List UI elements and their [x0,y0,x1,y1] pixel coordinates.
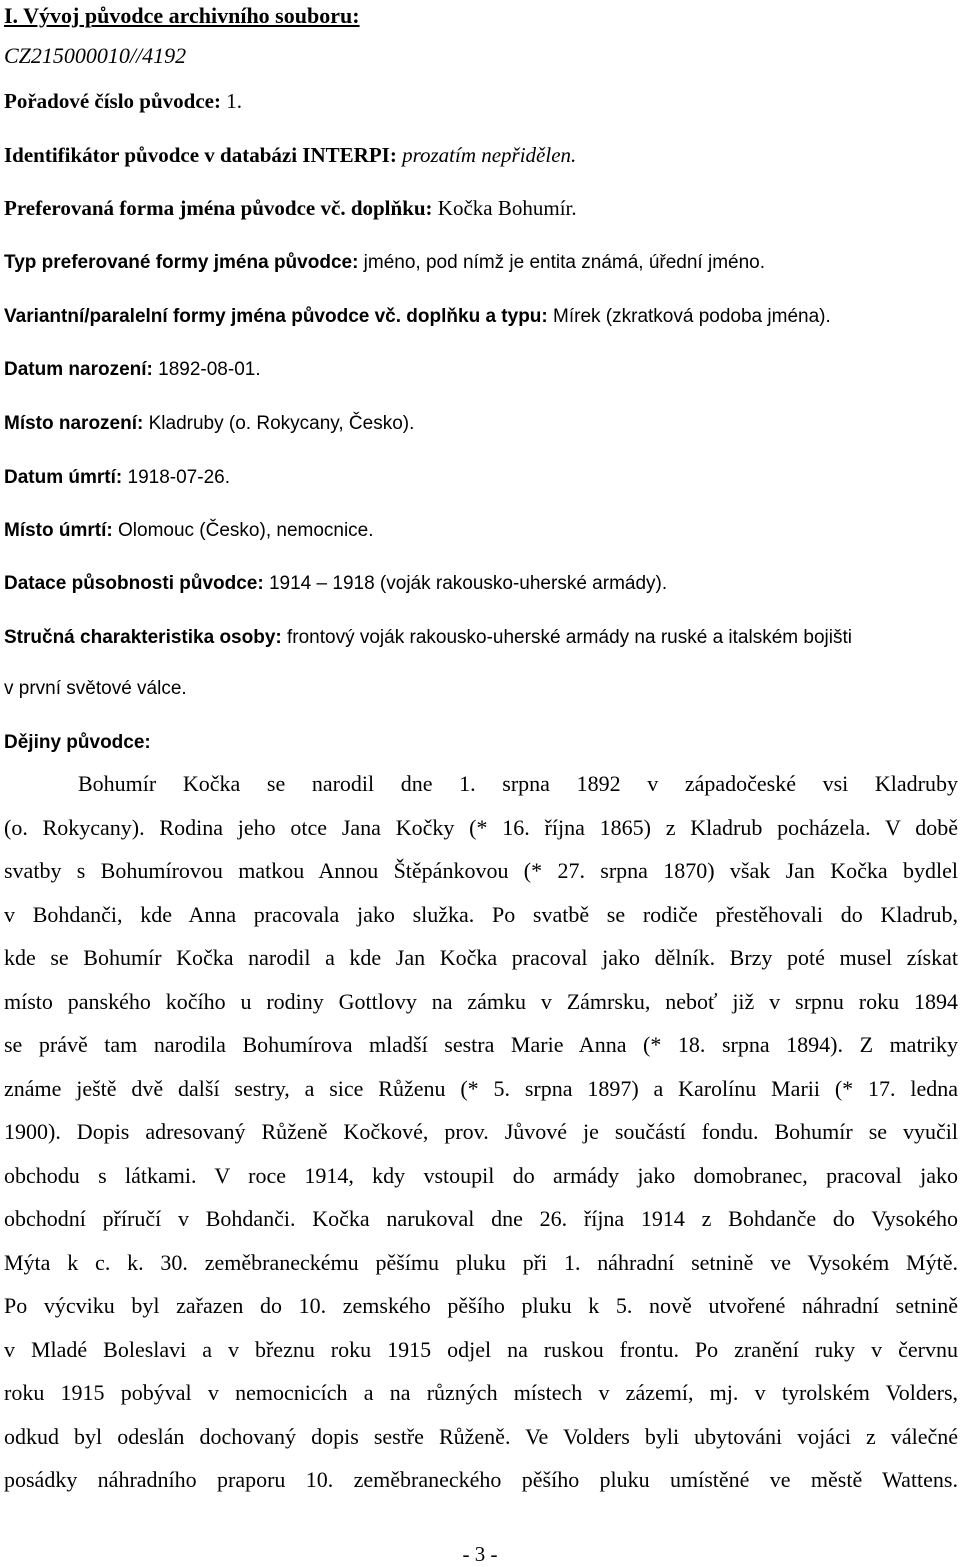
field-value: 1892-08-01. [152,359,261,380]
paragraph-line: v Mladé Boleslavi a v březnu roku 1915 odjel na ruskou frontu. Po zranění ruky v červnu [4,1336,958,1362]
field-label: Identifikátor původce v databázi INTERPI: [4,143,397,167]
field-value: Olomouc (Česko), nemocnice. [112,520,374,541]
field-poradove-cislo [4,91,242,112]
paragraph-line: Bohumír Kočka se narodil dne 1. srpna 1892 v západočeské vsi Kladruby [78,771,958,796]
paragraph-line: kde se Bohumír Kočka narodil a kde Jan Kočka pracoval jako dělník. Brzy poté musel získat [4,945,958,970]
field-label: Preferovaná forma jména původce vč. doplňku: [4,196,433,220]
history-paragraph [4,762,958,1502]
fond-identifier: CZ215000010//4192 [4,43,187,68]
paragraph-line: 1900). Dopis adresovaný Růženě Kočkové, prov. Jůvové je součástí fondu. Bohumír se vyučil [4,1119,958,1144]
paragraph-line: roku 1915 pobýval v nemocnicích a na různých místech v zázemí, mj. v tyrolském Volders, [4,1380,958,1405]
field-value: Kladruby (o. Rokycany, Česko). [143,413,415,434]
paragraph-line: místo panského kočího u rodiny Gottlovy na zámku v Zámrsku, neboť již v srpnu roku 1894 [4,988,958,1014]
field-label: Datum úmrtí: [4,467,123,488]
paragraph-line: Mýta k c. k. 30. zeměbraneckému pěšímu pluku při 1. náhradní setnině ve Vysokém Mýtě. [4,1249,958,1275]
field-label: Datum narození: [4,359,153,380]
paragraph-line: se právě tam narodila Bohumírova mladší sestra Marie Anna (* 18. srpna 1894). Z matriky [4,1032,958,1057]
section-heading: I. Vývoj původce archivního souboru: [4,3,360,28]
field-value: frontový voják rakousko-uherské armády na ruské a italském bojišti [281,627,852,648]
field-datum-narozeni [4,358,261,379]
field-value: 1914 – 1918 (voják rakousko-uherské armády). [263,573,668,594]
page-number: - 3 - [462,1542,498,1566]
field-preferovana-forma [4,198,577,219]
field-value: 1. [220,89,242,113]
paragraph-line: svatby s Bohumírovou matkou Annou Štěpánkovou (* 27. srpna 1870) však Jan Kočka bydlel [4,858,958,883]
paragraph-line: v Bohdanči, kde Anna pracovala jako služka. Po svatbě se rodiče přestěhovali do Kladrub, [4,901,958,927]
field-variantni [4,305,831,326]
field-charakteristika-continuation: v první světové válce. [4,678,187,699]
paragraph-line: posádky náhradního praporu 10. zeměbraneckého pěšího pluku umístěné ve městě Wattens. [4,1467,958,1492]
field-value: Mírek (zkratková podoba jména). [547,306,831,327]
paragraph-line: (o. Rokycany). Rodina jeho otce Jana Kočky (* 16. října 1865) z Kladrub pocházela. V době [4,814,958,840]
field-label: Místo narození: [4,413,144,434]
paragraph-line: obchodu s látkami. V roce 1914, kdy vstoupil do armády jako domobranec, pracoval jako [4,1162,958,1188]
field-label: Pořadové číslo původce: [4,89,221,113]
paragraph-line: obchodní příručí v Bohdanči. Kočka narukoval dne 26. října 1914 z Bohdanče do Vysokého [4,1206,958,1231]
paragraph-line: Po výcviku byl zařazen do 10. zemského pěšího pluku k 5. nově utvořené náhradní setnině [4,1293,958,1318]
field-value: 1918-07-26. [122,467,230,488]
field-misto-umrti [4,519,374,540]
field-value: Kočka Bohumír. [432,196,577,220]
field-datum-umrti [4,466,230,487]
field-charakteristika [4,626,852,647]
paragraph-line: odkud byl odeslán dochovaný dopis sestře Růženě. Ve Volders byli ubytováni vojáci z válečné [4,1423,958,1449]
field-datace [4,572,667,593]
field-label: Datace působnosti původce: [4,573,264,594]
field-interpi [4,145,576,166]
field-label: Typ preferované formy jména původce: [4,252,359,273]
field-dejiny-label: Dějiny původce: [4,732,151,753]
field-label: Místo úmrtí: [4,520,113,541]
paragraph-line: známe ještě dvě další sestry, a sice Růženu (* 5. srpna 1897) a Karolínu Marii (* 17. ledna [4,1075,958,1101]
field-value: prozatím nepřidělen. [396,143,577,167]
field-label: Stručná charakteristika osoby: [4,627,282,648]
field-typ-formy [4,251,765,272]
field-label: Variantní/paralelní formy jména původce vč. doplňku a typu: [4,306,548,327]
field-value: jméno, pod nímž je entita známá, úřední jméno. [358,252,766,273]
field-misto-narozeni [4,412,414,433]
